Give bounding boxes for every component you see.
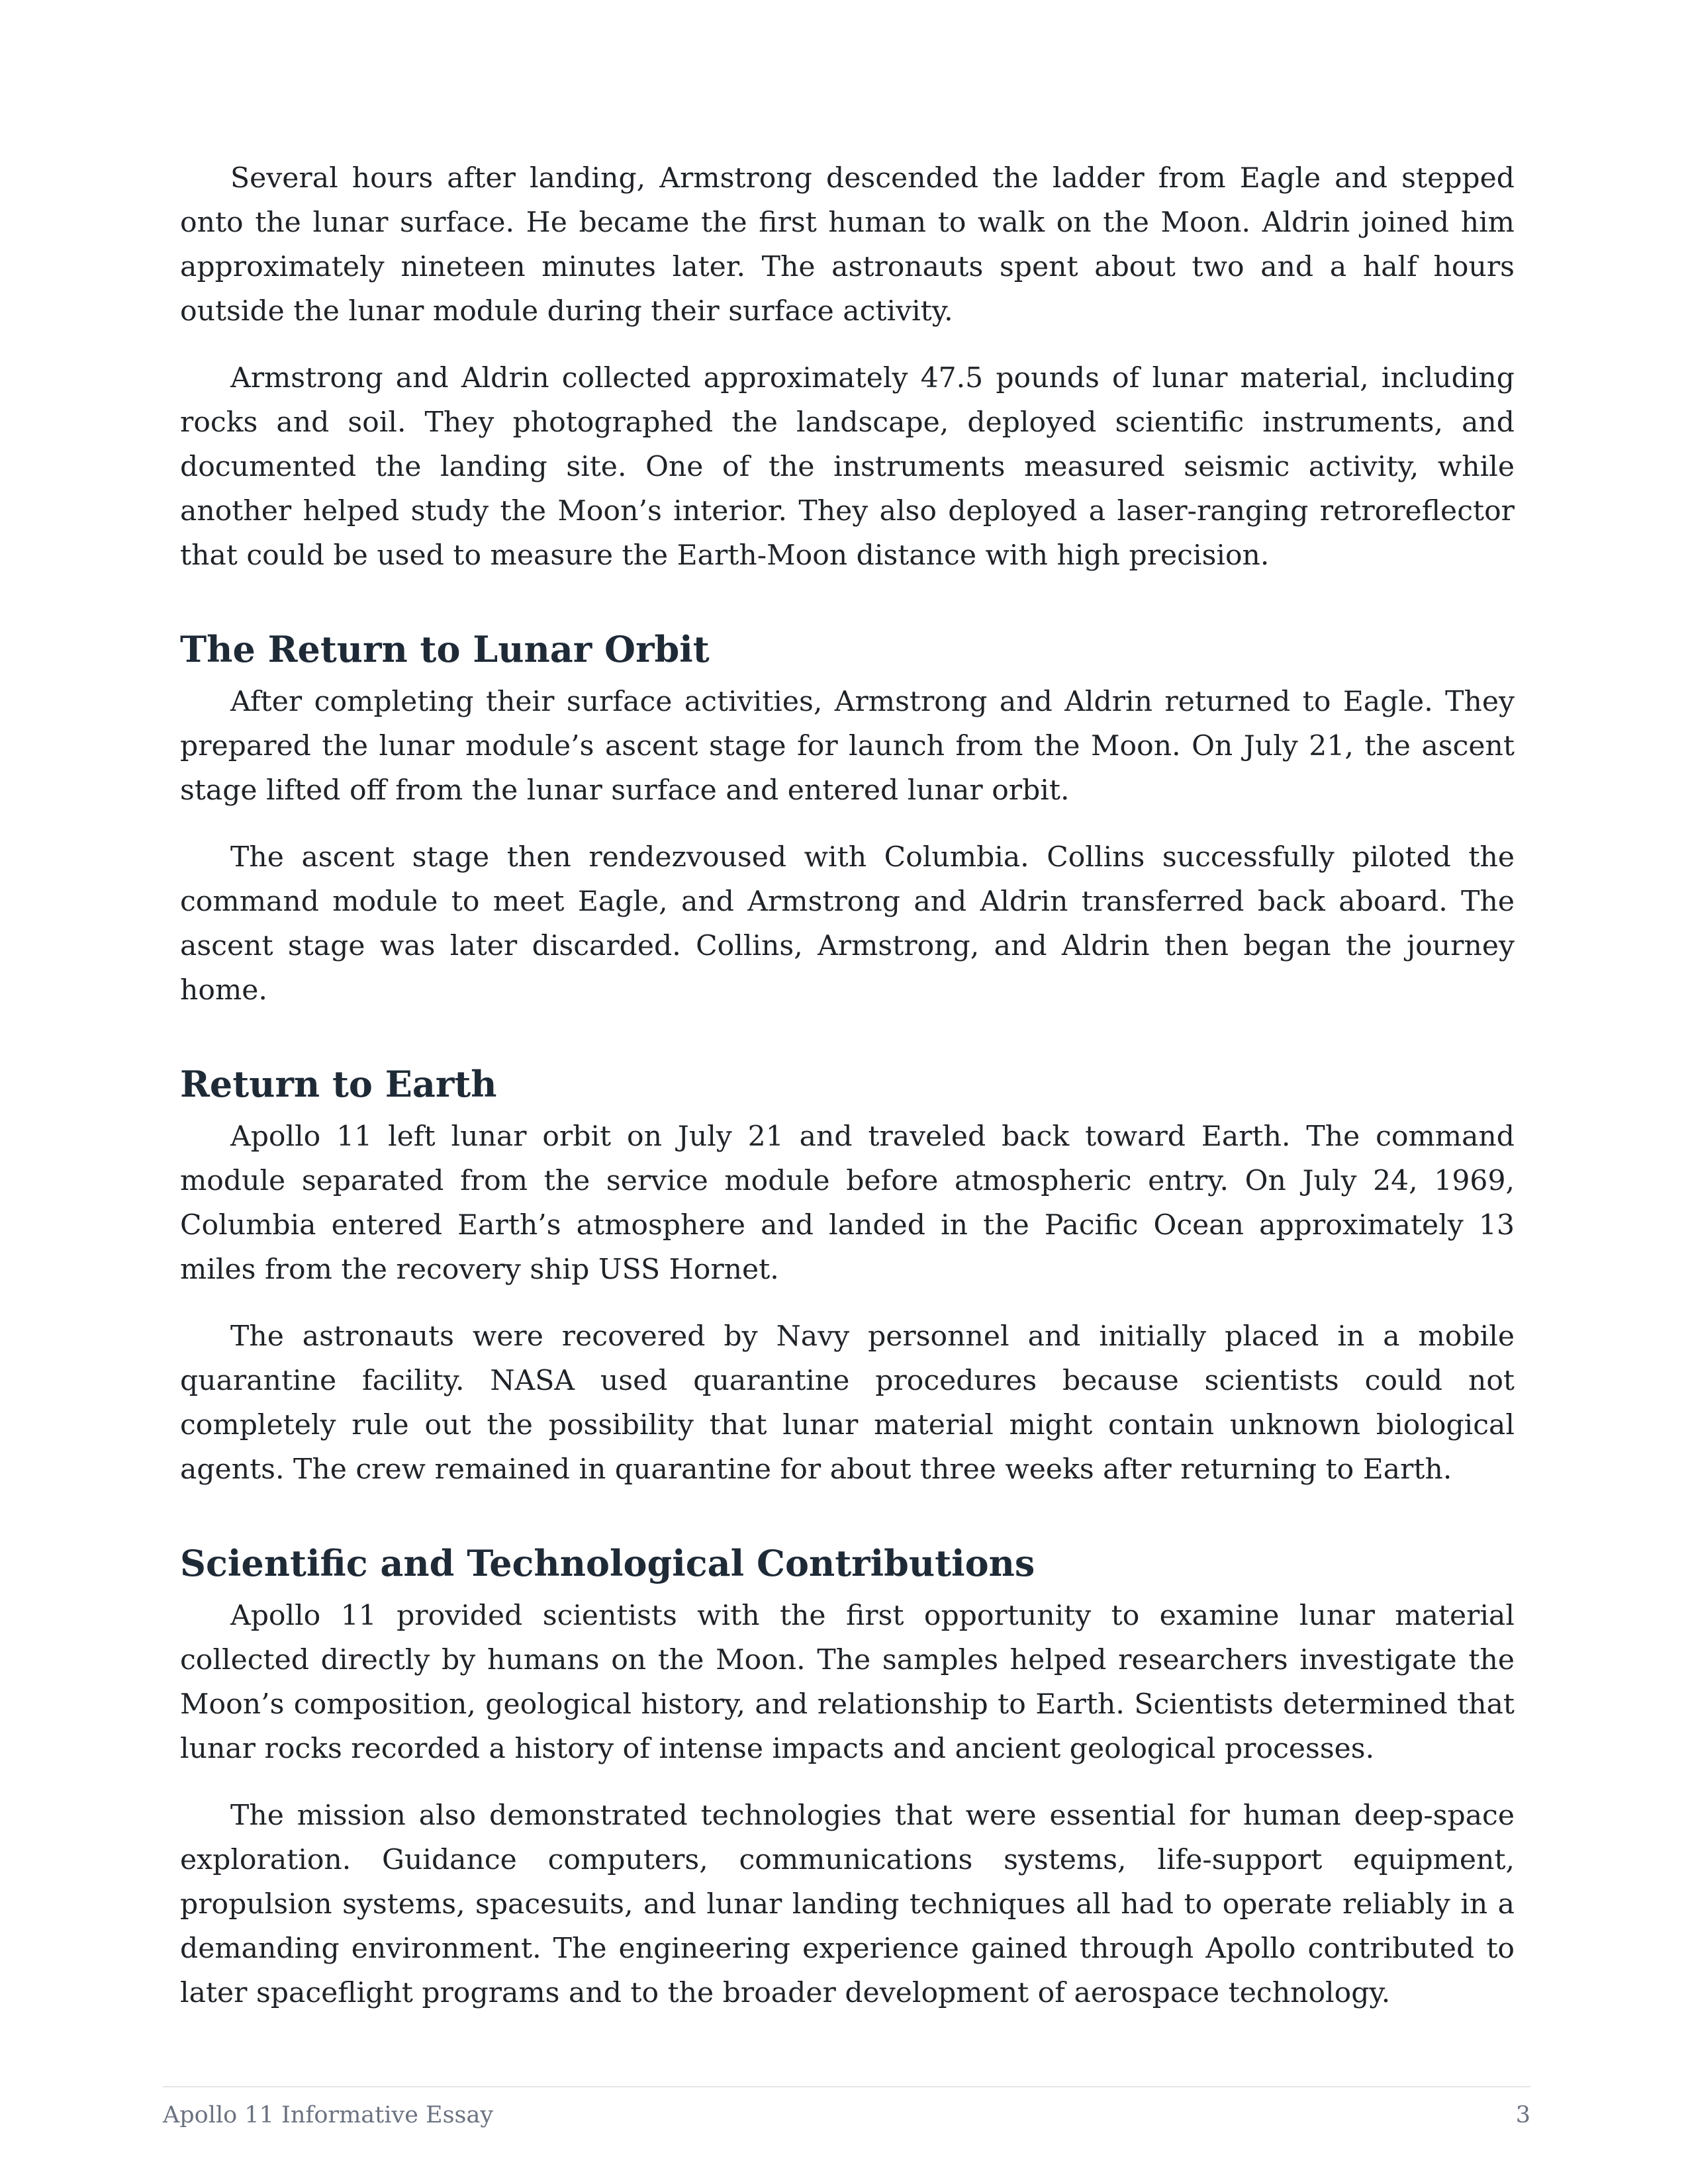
paragraph-quarantine: The astronauts were recovered by Navy personnel and initially placed in a mobile quarantine facility. NASA used quarantine procedures because scientists could not completely rule out the possibility that lunar material might contain unknown biological agents. The crew remained in quarantine for about three weeks after returning to Earth. xyxy=(180,1320,1515,1486)
paragraph-first-steps: Several hours after landing, Armstrong descended the ladder from Eagle and stepped onto the lunar surface. He became the first human to walk on the Moon. Aldrin joined him approximately nineteen minutes later. The astronauts spent about two and a half hours outside the lunar module during their surface activity. xyxy=(180,162,1515,328)
paragraph-lunar-samples: Apollo 11 provided scientists with the first opportunity to examine lunar material collected directly by humans on the Moon. The samples helped researchers investigate the Moon’s composition, geological history, and relationship to Earth. Scientists determined that lunar rocks recorded a history of intense impacts and ancient geological processes. xyxy=(180,1600,1515,1765)
paragraph-technology: The mission also demonstrated technologies that were essential for human deep-space exploration. Guidance computers, communications systems, life-support equipment, propulsion systems, spacesuits, and lunar landing techniques all had to operate reliably in a demanding environment. The engineering experience gained through Apollo contributed to later spaceflight programs and to the broader development of aerospace technology. xyxy=(180,1799,1515,2009)
heading-return-to-lunar-orbit: The Return to Lunar Orbit xyxy=(180,628,710,670)
paragraph-rendezvous: The ascent stage then rendezvoused with Columbia. Collins successfully piloted the command module to meet Eagle, and Armstrong and Aldrin transferred back aboard. The ascent stage was later discarded. Collins, Armstrong, and Aldrin then began the journey home. xyxy=(180,841,1515,1007)
heading-return-to-earth: Return to Earth xyxy=(180,1063,497,1105)
page-content xyxy=(180,156,1515,2038)
footer-page-number: 3 xyxy=(1515,2102,1530,2128)
paragraph-splashdown: Apollo 11 left lunar orbit on July 21 and traveled back toward Earth. The command module separated from the service module before atmospheric entry. On July 24, 1969, Columbia entered Earth’s atmosphere and landed in the Pacific Ocean approximately 13 miles from the recovery ship USS Hornet. xyxy=(180,1120,1515,1286)
footer-document-title: Apollo 11 Informative Essay xyxy=(163,2102,494,2128)
paragraph-surface-activities: Armstrong and Aldrin collected approximately 47.5 pounds of lunar material, including rocks and soil. They photographed the landscape, deployed scientific instruments, and documented the landing site. One of the instruments measured seismic activity, while another helped study the Moon’s interior. They also deployed a laser-ranging retroreflector that could be used to measure the Earth-Moon distance with high precision. xyxy=(180,362,1515,572)
paragraph-ascent-launch: After completing their surface activities, Armstrong and Aldrin returned to Eagle. They prepared the lunar module’s ascent stage for launch from the Moon. On July 21, the ascent stage lifted off from the lunar surface and entered lunar orbit. xyxy=(180,686,1515,807)
heading-scientific-contributions: Scientific and Technological Contributions xyxy=(180,1542,1035,1584)
footer-divider xyxy=(163,2086,1530,2087)
